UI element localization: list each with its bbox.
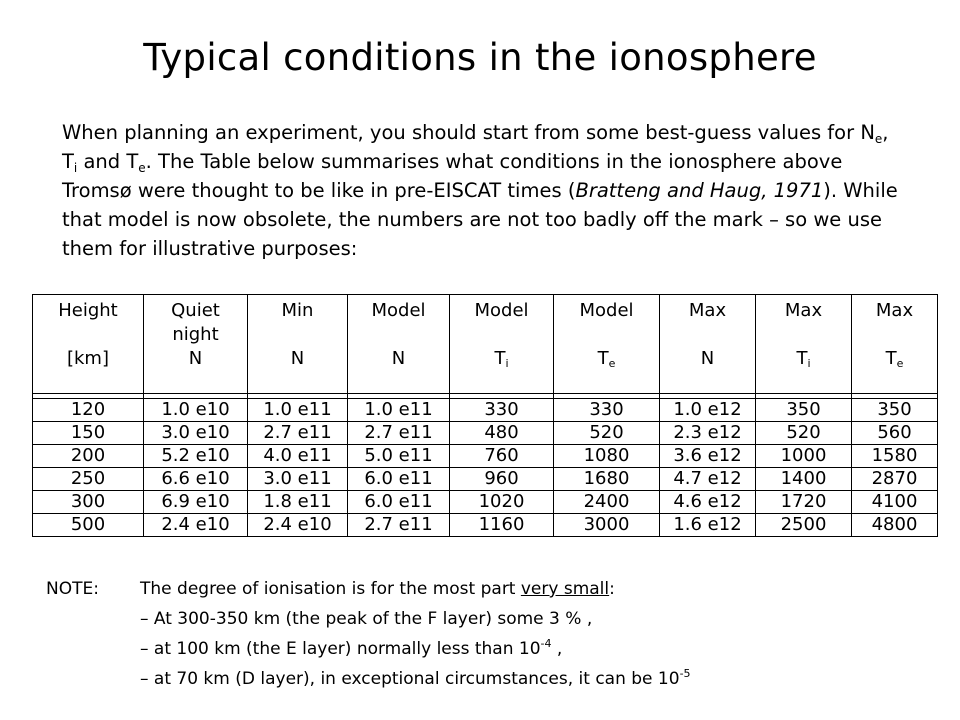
table-cell: 1.8 e11 xyxy=(248,491,348,514)
table-cell: 1000 xyxy=(756,445,852,468)
page-title: Typical conditions in the ionosphere xyxy=(143,36,817,79)
table-cell: 4.6 e12 xyxy=(660,491,756,514)
table-header-cell: Max $T_i$ xyxy=(756,295,852,394)
table-cell: 5.2 e10 xyxy=(144,445,248,468)
note-line-2: – At 300-350 km (the peak of the F layer) some 3 % , xyxy=(140,609,593,629)
table-cell: 500 xyxy=(33,514,144,537)
table-cell: 1020 xyxy=(450,491,554,514)
table-cell: 560 xyxy=(852,422,938,445)
table-header-cell: Model $T_i$ xyxy=(450,295,554,394)
table-cell: 1680 xyxy=(554,468,660,491)
note-section xyxy=(46,574,926,694)
table-cell: 3.6 e12 xyxy=(660,445,756,468)
note-line-1: The degree of ionisation is for the most part very small: xyxy=(140,579,615,599)
table-cell: 1.0 e10 xyxy=(144,399,248,422)
table-cell: 4.0 e11 xyxy=(248,445,348,468)
table-cell: 1.0 e11 xyxy=(248,399,348,422)
table-cell: 520 xyxy=(554,422,660,445)
table-header-cell: Max N xyxy=(660,295,756,394)
table-cell: 2870 xyxy=(852,468,938,491)
table-row xyxy=(33,491,938,514)
table-cell: 1080 xyxy=(554,445,660,468)
table-cell: 330 xyxy=(450,399,554,422)
table-cell: 2400 xyxy=(554,491,660,514)
table-row xyxy=(33,445,938,468)
table-cell: 300 xyxy=(33,491,144,514)
table-cell: 2.4 e10 xyxy=(144,514,248,537)
table-header-cell: Quiet night N xyxy=(144,295,248,394)
table-cell: 2.7 e11 xyxy=(348,422,450,445)
table-cell: 5.0 e11 xyxy=(348,445,450,468)
table-cell: 1.0 e11 xyxy=(348,399,450,422)
table-header-row xyxy=(33,295,938,394)
table-cell: 200 xyxy=(33,445,144,468)
note-label: NOTE: xyxy=(46,579,99,599)
table-cell: 2.4 e10 xyxy=(248,514,348,537)
table-row xyxy=(33,468,938,491)
table-cell: 120 xyxy=(33,399,144,422)
table-cell: 960 xyxy=(450,468,554,491)
table-cell: 6.0 e11 xyxy=(348,468,450,491)
table-cell: 1580 xyxy=(852,445,938,468)
table-cell: 1400 xyxy=(756,468,852,491)
citation: Bratteng and Haug, 1971 xyxy=(575,179,824,202)
table-cell: 350 xyxy=(852,399,938,422)
note-line-3: – at 100 km (the E layer) normally less than $10^{-4}$ , xyxy=(140,637,563,659)
table-cell: 330 xyxy=(554,399,660,422)
table-row xyxy=(33,422,938,445)
table-cell: 1160 xyxy=(450,514,554,537)
table-cell: 1.0 e12 xyxy=(660,399,756,422)
table-cell: 480 xyxy=(450,422,554,445)
table-cell: 520 xyxy=(756,422,852,445)
table-cell: 2.7 e11 xyxy=(248,422,348,445)
table-cell: 3.0 e10 xyxy=(144,422,248,445)
intro-paragraph: When planning an experiment, you should start from some best-guess values for $N_e$, $T_i$ and $T_e$. The Table below summarises what conditions in the ionosphere above Tromsø were thought to be like in pre-EISCAT times (Bratteng and Haug, 1971). While that model is now obsolete, the numbers are not too badly off the mark – so we use them for illustrative purposes: xyxy=(62,121,898,260)
table-cell: 1.6 e12 xyxy=(660,514,756,537)
table-row xyxy=(33,399,938,422)
table-cell: 1720 xyxy=(756,491,852,514)
table-cell: 2500 xyxy=(756,514,852,537)
table-cell: 6.6 e10 xyxy=(144,468,248,491)
table-cell: 2.7 e11 xyxy=(348,514,450,537)
table-cell: 250 xyxy=(33,468,144,491)
table-header-cell: Max $T_e$ xyxy=(852,295,938,394)
note-line-4: – at 70 km (D layer), in exceptional circumstances, it can be $10^{-5}$ xyxy=(140,667,691,689)
table-cell: 3.0 e11 xyxy=(248,468,348,491)
table-header-cell: Model N xyxy=(348,295,450,394)
table-cell: 4800 xyxy=(852,514,938,537)
table-cell: 6.0 e11 xyxy=(348,491,450,514)
table-cell: 6.9 e10 xyxy=(144,491,248,514)
table-row xyxy=(33,514,938,537)
table-header-cell: Min N xyxy=(248,295,348,394)
table-cell: 150 xyxy=(33,422,144,445)
table-cell: 4100 xyxy=(852,491,938,514)
ionosphere-table xyxy=(32,294,938,537)
table-cell: 760 xyxy=(450,445,554,468)
table-cell: 2.3 e12 xyxy=(660,422,756,445)
table-header-cell: Height [km] xyxy=(33,295,144,394)
table-header-cell: Model $T_e$ xyxy=(554,295,660,394)
table-cell: 4.7 e12 xyxy=(660,468,756,491)
table-cell: 3000 xyxy=(554,514,660,537)
table-cell: 350 xyxy=(756,399,852,422)
